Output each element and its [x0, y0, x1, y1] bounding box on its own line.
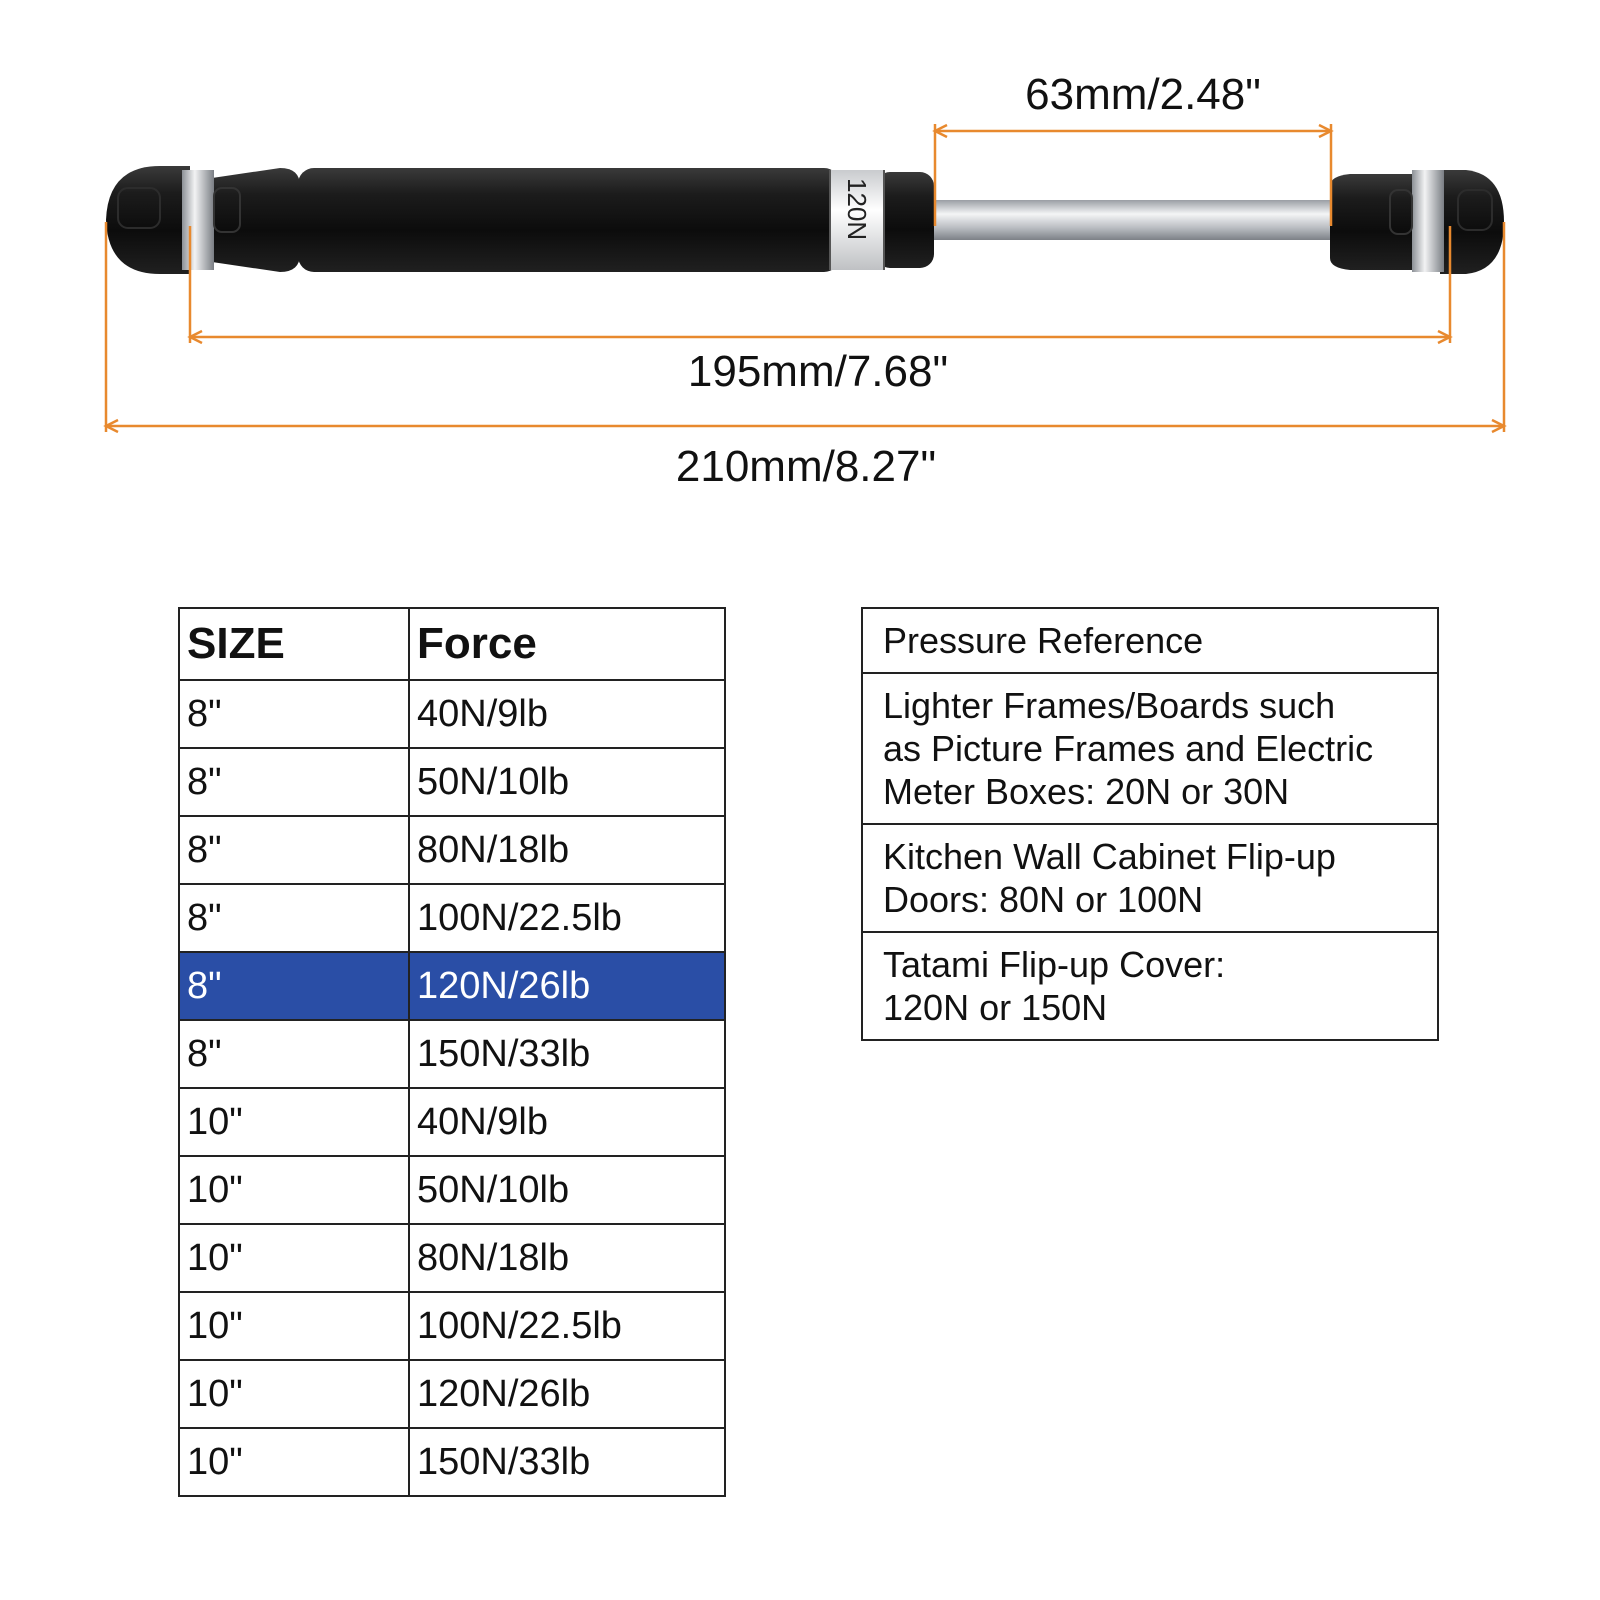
- table-row: [179, 1224, 725, 1292]
- size-force-table: [178, 607, 726, 1497]
- size-cell: 10": [179, 1428, 409, 1496]
- piston-rod: [930, 200, 1330, 240]
- table-row: [179, 1020, 725, 1088]
- right-end-fitting: [1330, 170, 1504, 274]
- overall-dimension-label: 210mm/8.27": [675, 442, 937, 491]
- force-cell: 50N/10lb: [409, 748, 725, 816]
- pressure-reference-title-row: [862, 608, 1438, 673]
- table-row: [179, 1088, 725, 1156]
- pressure-reference-title: Pressure Reference: [862, 608, 1438, 673]
- pressure-reference-item: Tatami Flip-up Cover: 120N or 150N: [862, 932, 1438, 1040]
- size-cell: 8": [179, 680, 409, 748]
- gas-spring-diagram: [0, 0, 1600, 520]
- size-cell: 10": [179, 1360, 409, 1428]
- force-cell: 150N/33lb: [409, 1428, 725, 1496]
- force-cell: 40N/9lb: [409, 1088, 725, 1156]
- table-row: [179, 884, 725, 952]
- size-cell: 10": [179, 1292, 409, 1360]
- force-cell: 50N/10lb: [409, 1156, 725, 1224]
- size-cell: 8": [179, 952, 409, 1020]
- pressure-reference-row: [862, 824, 1438, 932]
- table-row: [179, 1292, 725, 1360]
- table-row: [179, 1360, 725, 1428]
- size-cell: 8": [179, 1020, 409, 1088]
- force-cell: 120N/26lb: [409, 1360, 725, 1428]
- size-cell: 8": [179, 748, 409, 816]
- pressure-reference-row: [862, 673, 1438, 824]
- force-cell: 40N/9lb: [409, 680, 725, 748]
- force-column-header: Force: [409, 608, 725, 680]
- table-row: [179, 952, 725, 1020]
- table-row: [179, 816, 725, 884]
- stroke-dimension-label: 63mm/2.48": [1025, 70, 1261, 119]
- left-end-fitting: [106, 166, 300, 274]
- force-cell: 100N/22.5lb: [409, 1292, 725, 1360]
- force-cell: 80N/18lb: [409, 1224, 725, 1292]
- cylinder-force-label: 120N: [842, 178, 872, 241]
- size-cell: 10": [179, 1156, 409, 1224]
- pressure-reference-item: Kitchen Wall Cabinet Flip-up Doors: 80N or 100N: [862, 824, 1438, 932]
- force-cell: 150N/33lb: [409, 1020, 725, 1088]
- pressure-reference-table: [861, 607, 1439, 1041]
- table-header-row: [179, 608, 725, 680]
- force-cell: 100N/22.5lb: [409, 884, 725, 952]
- size-cell: 8": [179, 884, 409, 952]
- center-dimension-label: 195mm/7.68": [687, 347, 949, 396]
- table-row: [179, 1156, 725, 1224]
- size-column-header: SIZE: [179, 608, 409, 680]
- cylinder-body: [298, 168, 934, 272]
- table-row: [179, 1428, 725, 1496]
- pressure-reference-row: [862, 932, 1438, 1040]
- force-cell: 80N/18lb: [409, 816, 725, 884]
- force-cell: 120N/26lb: [409, 952, 725, 1020]
- table-row: [179, 748, 725, 816]
- pressure-reference-item: Lighter Frames/Boards such as Picture Frames and Electric Meter Boxes: 20N or 30N: [862, 673, 1438, 824]
- size-force-table-body: [179, 680, 725, 1496]
- size-cell: 10": [179, 1224, 409, 1292]
- size-cell: 10": [179, 1088, 409, 1156]
- size-cell: 8": [179, 816, 409, 884]
- table-row: [179, 680, 725, 748]
